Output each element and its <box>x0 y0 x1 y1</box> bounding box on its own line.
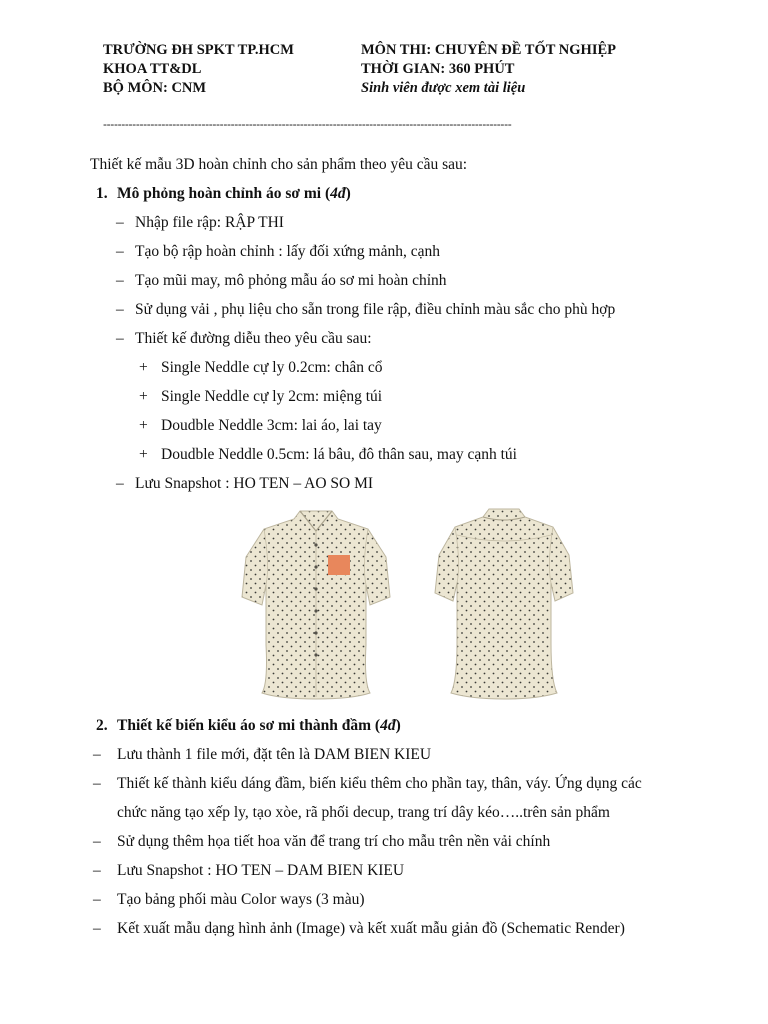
dash-marker: – <box>93 920 101 937</box>
section1-subitem: Doudble Neddle 3cm: lai áo, lai tay <box>161 417 382 434</box>
section1-points: 4đ <box>330 185 346 202</box>
section2-item: Tạo bảng phối màu Color ways (3 màu) <box>117 891 365 908</box>
section1-number: 1. <box>96 185 108 202</box>
header-divider: ---------------------------------------------------------------------------------------------------------------- <box>103 117 512 131</box>
dash-marker: – <box>116 475 124 492</box>
section2-item: Sử dụng thêm họa tiết hoa văn để trang trí cho mẫu trên nền vải chính <box>117 833 551 850</box>
shirt-front-image <box>240 505 392 700</box>
section2-title: Thiết kế biến kiểu áo sơ mi thành đầm ( <box>117 717 381 734</box>
dash-marker: – <box>93 833 101 850</box>
section1-item: Sử dụng vải , phụ liệu cho sẵn trong file rập, điều chỉnh màu sắc cho phù hợp <box>135 301 616 318</box>
section1-title: Mô phỏng hoàn chỉnh áo sơ mi ( <box>117 185 331 202</box>
faculty-name: KHOA TT&DL <box>103 61 202 77</box>
plus-marker: + <box>139 388 148 405</box>
section1-close: ) <box>345 185 351 202</box>
dash-marker: – <box>116 301 124 318</box>
section2-heading <box>117 716 401 736</box>
dash-marker: – <box>93 775 101 792</box>
section2-item-continued: chức năng tạo xếp ly, tạo xòe, rã phối decup, trang trí dây kéo…..trên sản phẩm <box>117 804 610 821</box>
section2-item: Thiết kế thành kiểu dáng đầm, biến kiểu thêm cho phần tay, thân, váy. Ứng dụng các <box>117 775 642 792</box>
exam-header <box>361 41 616 98</box>
dash-marker: – <box>116 330 124 347</box>
shirt-back-image <box>433 505 575 700</box>
section1-subitem: Single Neddle cự ly 2cm: miệng túi <box>161 388 383 405</box>
dash-marker: – <box>116 272 124 289</box>
section2-item: Lưu thành 1 file mới, đặt tên là DAM BIEN KIEU <box>117 746 432 763</box>
department-name: BỘ MÔN: CNM <box>103 80 207 96</box>
section2-item: Kết xuất mẫu dạng hình ảnh (Image) và kết xuất mẫu giản đồ (Schematic Render) <box>117 920 625 937</box>
dash-marker: – <box>93 891 101 908</box>
exam-subject: MÔN THI: CHUYÊN ĐỀ TỐT NGHIỆP <box>361 42 616 58</box>
section1-subitem: Single Neddle cự ly 0.2cm: chân cổ <box>161 359 383 376</box>
exam-time: THỜI GIAN: 360 PHÚT <box>361 61 515 77</box>
section2-close: ) <box>395 717 401 734</box>
section2-item: Lưu Snapshot : HO TEN – DAM BIEN KIEU <box>117 862 405 879</box>
school-header <box>103 41 294 98</box>
section1-subitem: Doudble Neddle 0.5cm: lá bâu, đô thân sau, may cạnh túi <box>161 446 517 463</box>
section1-item: Thiết kế đường diễu theo yêu cầu sau: <box>135 330 372 347</box>
section2-number: 2. <box>96 717 108 734</box>
intro-text: Thiết kế mẫu 3D hoàn chỉnh cho sản phẩm theo yêu cầu sau: <box>90 156 468 173</box>
section1-item: Lưu Snapshot : HO TEN – AO SO MI <box>135 475 374 492</box>
plus-marker: + <box>139 359 148 376</box>
dash-marker: – <box>93 862 101 879</box>
exam-note: Sinh viên được xem tài liệu <box>361 80 526 96</box>
school-name: TRƯỜNG ĐH SPKT TP.HCM <box>103 42 294 58</box>
dash-marker: – <box>93 746 101 763</box>
plus-marker: + <box>139 417 148 434</box>
section1-item: Tạo bộ rập hoàn chỉnh : lấy đối xứng mảnh, cạnh <box>135 243 440 260</box>
section1-heading <box>117 184 351 204</box>
dash-marker: – <box>116 243 124 260</box>
plus-marker: + <box>139 446 148 463</box>
section1-item: Nhập file rập: RẬP THI <box>135 214 284 231</box>
dash-marker: – <box>116 214 124 231</box>
section1-item: Tạo mũi may, mô phỏng mẫu áo sơ mi hoàn chỉnh <box>135 272 447 289</box>
section2-points: 4đ <box>380 717 396 734</box>
